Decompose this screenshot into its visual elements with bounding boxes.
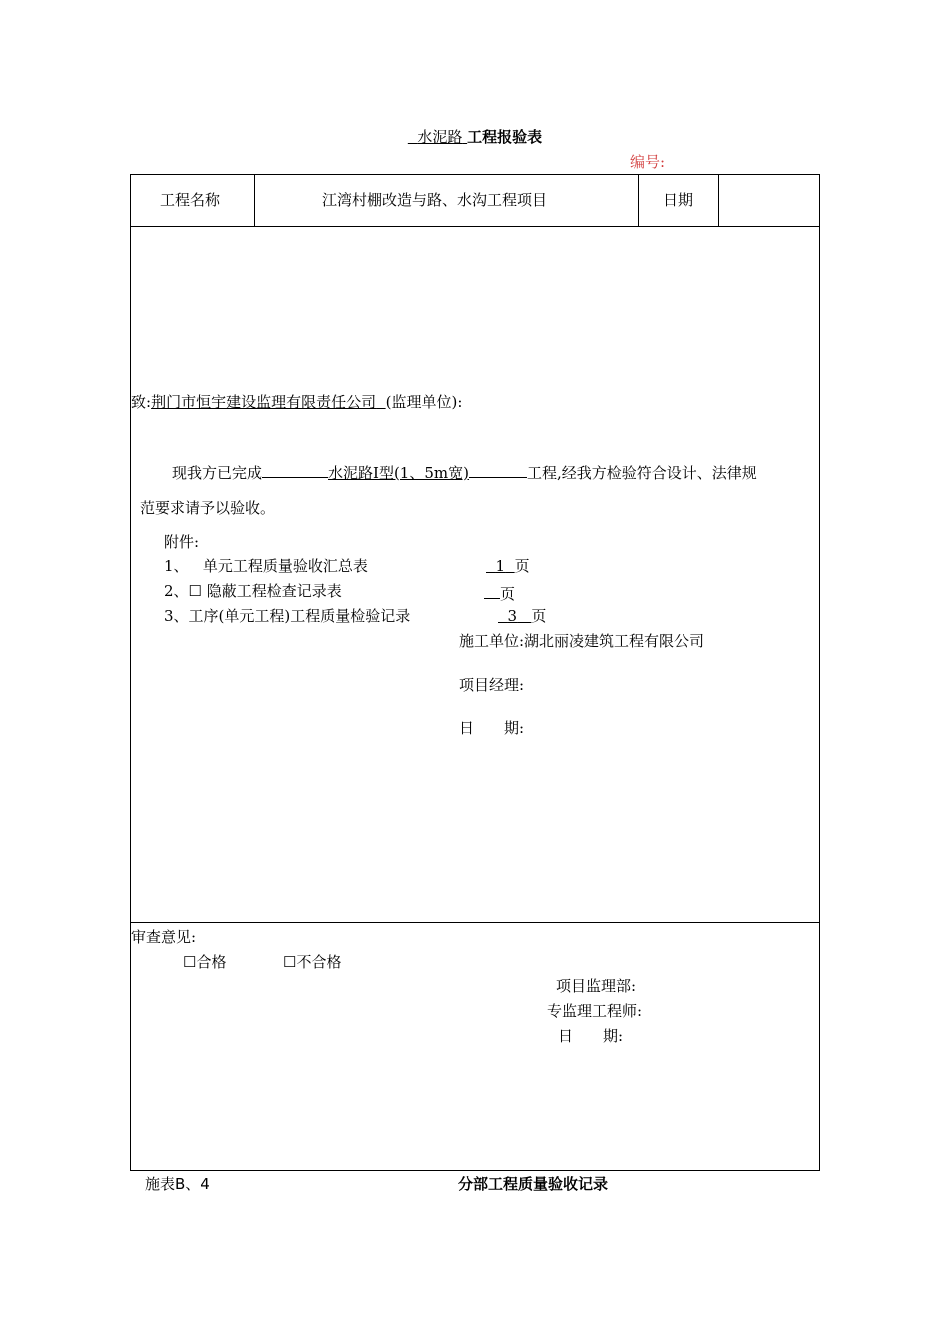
serial-number-label: 编号: [630,153,666,171]
attachment-unit: 页 [514,557,530,575]
attachment-index: 2、☐ [164,582,202,600]
contractor-label: 施工单位:湖北丽凌建筑工程有限公司 [459,632,705,650]
addressee-company: 荆门市恒宇建设监理有限责任公司 [151,393,377,411]
header-col-divider-3 [718,174,719,227]
review-opinion-label: 审查意见: [131,928,197,946]
attachment-item [164,582,342,600]
addressee-suffix: (监理单位): [385,393,463,411]
addressee-prefix: 致: [131,393,152,411]
project-name-value: 江湾村棚改造与路、水沟工程项目 [322,191,548,209]
blank-underline [262,461,328,478]
supervising-engineer-label: 专监理工程师: [547,1002,643,1020]
title-main: 工程报验表 [467,128,543,146]
attachment-unit: 页 [500,585,516,603]
title-prefix: 水泥路 [417,128,463,146]
completion-statement-line2: 范要求请予以验收。 [140,499,276,517]
pass-checkbox[interactable]: ☐合格 [183,953,227,971]
contractor-date-label: 日 期: [459,719,525,737]
attachment-count: 1 页 [495,557,530,575]
form-title [0,128,950,146]
header-col-divider-1 [254,174,255,227]
review-date-label: 日 期: [558,1027,624,1045]
review-section-divider [130,922,820,923]
attachment-index: 1、 [164,557,189,575]
blank-underline [469,461,527,478]
addressee-line [131,393,462,411]
table-border-bottom [130,1170,820,1171]
table-border-left [130,174,131,1171]
attachments-label: 附件: [164,533,200,551]
next-page-title: 分部工程质量验收记录 [458,1175,609,1193]
attachment-count: 3 页 [507,607,547,625]
table-border-top [130,174,820,175]
header-row-divider [130,226,820,227]
supervision-dept-label: 项目监理部: [556,977,637,995]
header-col-divider-2 [638,174,639,227]
attachment-index: 3、 [164,607,189,625]
completion-statement [172,461,757,482]
completion-item: 水泥路Ⅰ型(1、5m宽) [328,464,469,482]
form-code: 施表B、4 [145,1175,210,1193]
table-border-right [819,174,820,1171]
attachment-item [164,607,410,625]
completion-suffix: 工程,经我方检验符合设计、法律规 [526,464,757,482]
attachment-count [484,582,515,603]
fail-checkbox[interactable]: ☐不合格 [283,953,342,971]
attachment-name: 工序(单元工程)工程质量检验记录 [188,607,411,625]
attachment-name: 单元工程质量验收汇总表 [202,557,368,575]
attachment-name: 隐蔽工程检查记录表 [206,582,342,600]
date-label: 日期 [663,191,694,209]
project-manager-label: 项目经理: [459,676,525,694]
project-name-label: 工程名称 [160,191,221,209]
completion-prefix: 现我方已完成 [172,464,263,482]
attachment-item [164,557,368,575]
attachment-unit: 页 [531,607,547,625]
